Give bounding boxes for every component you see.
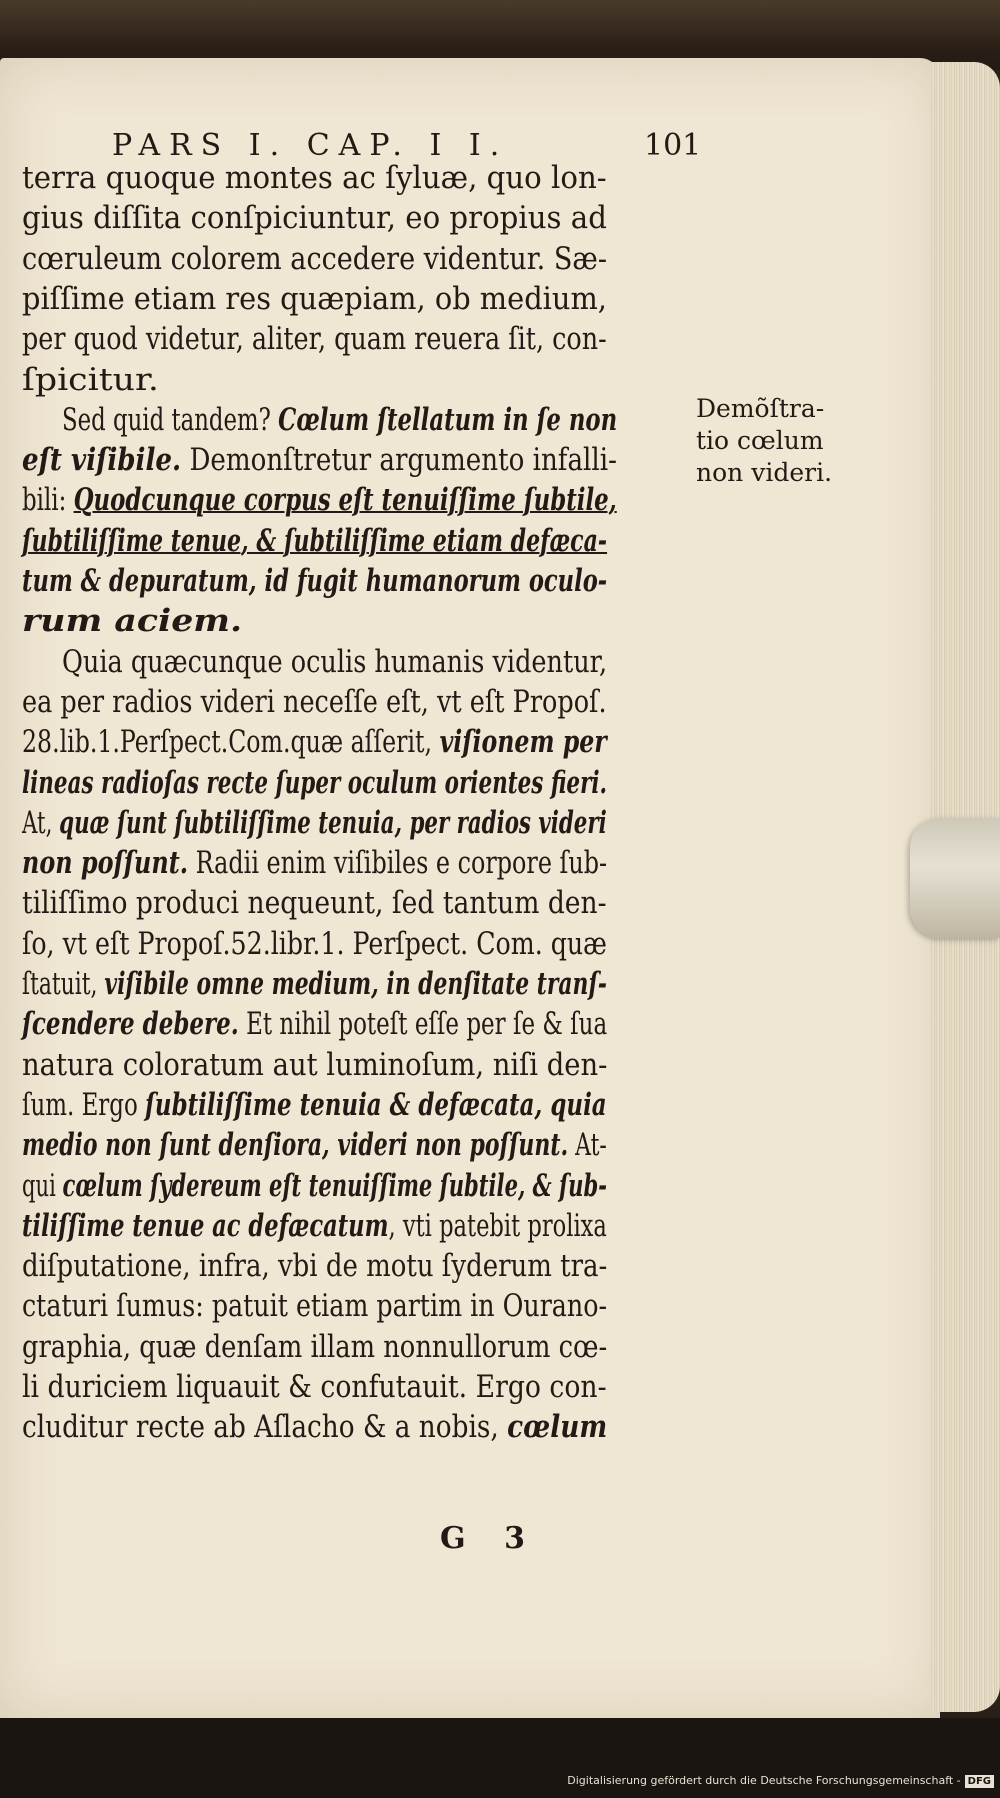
roman-text: Radii enim viſibiles e corpore ſub- bbox=[188, 845, 608, 882]
text-line bbox=[22, 1166, 607, 1206]
page-clip bbox=[910, 818, 1000, 938]
text-line bbox=[22, 1327, 607, 1367]
roman-text: At, bbox=[22, 804, 60, 841]
roman-text: , vti patebit prolixa bbox=[388, 1207, 607, 1244]
italic-text: rum aciem. bbox=[22, 603, 243, 640]
roman-text: 28.lib.1.Perſpect.Com.quæ aſſerit, bbox=[22, 724, 440, 761]
credit-text: Digitalisierung gefördert durch die Deutsche Forschungsgemeinschaft - bbox=[567, 1774, 961, 1787]
text-line bbox=[22, 561, 607, 601]
text-line bbox=[62, 400, 617, 440]
roman-text: Demonſtretur argumento infalli- bbox=[181, 442, 617, 479]
italic-text: tum & depuratum, id fugit humanorum oculo- bbox=[22, 563, 608, 599]
marginal-note-line: non videri. bbox=[696, 458, 833, 487]
text-line bbox=[22, 480, 617, 520]
text-line bbox=[22, 440, 617, 480]
text-line bbox=[22, 239, 607, 279]
roman-text: diſputatione, infra, vbi de motu ſyderum tra- bbox=[22, 1248, 608, 1285]
text-line bbox=[22, 1125, 607, 1165]
roman-text: natura coloratum aut luminoſum, niſi den- bbox=[22, 1046, 608, 1083]
roman-text: At- bbox=[568, 1127, 607, 1164]
roman-text: li duriciem liquauit & confutauit. Ergo con- bbox=[22, 1369, 607, 1405]
text-line bbox=[22, 319, 607, 359]
digitization-credit bbox=[567, 1774, 994, 1788]
italic-text: Cœlum ſtellatum in ſe non bbox=[278, 401, 618, 438]
text-line bbox=[22, 964, 607, 1004]
signature-mark: G 3 bbox=[440, 1521, 539, 1556]
roman-text: Et nihil poteſt eſſe per ſe & ſua bbox=[238, 1006, 608, 1043]
dfg-logo: DFG bbox=[965, 1775, 994, 1788]
text-line bbox=[22, 1407, 607, 1447]
roman-text: cœruleum colorem accedere videntur. Sæ- bbox=[22, 240, 608, 277]
italic-text: lineas radioſas recte ſuper oculum orientes fieri. bbox=[22, 764, 608, 801]
page-number: 101 bbox=[644, 128, 702, 163]
italic-text: quæ ſunt ſubtiliſſime tenuia, per radios videri bbox=[59, 804, 607, 841]
text-line bbox=[22, 1246, 607, 1286]
roman-text: gius diſſita conſpiciuntur, eo propius ad bbox=[22, 200, 607, 237]
roman-text: ſo, vt eſt Propoſ.52.libr.1. Perſpect. Com. quæ bbox=[22, 925, 607, 962]
text-line bbox=[22, 1004, 607, 1044]
italic-text: ſubtiliſſime tenue, & ſubtiliſſime etiam defæca- bbox=[22, 522, 608, 559]
roman-text: ctaturi ſumus: patuit etiam partim in Ourano- bbox=[22, 1288, 608, 1325]
text-line bbox=[22, 843, 607, 883]
text-line bbox=[22, 682, 607, 722]
italic-text: ſcendere debere. bbox=[22, 1006, 239, 1043]
text-line bbox=[22, 883, 607, 923]
text-line bbox=[22, 279, 607, 319]
roman-text: Quia quæcunque oculis humanis videntur, bbox=[62, 643, 608, 680]
text-line bbox=[22, 1085, 607, 1125]
running-title: PARS I. CAP. I I. bbox=[112, 128, 509, 163]
text-line bbox=[22, 722, 607, 762]
italic-text: viſionem per bbox=[439, 724, 607, 761]
text-line bbox=[22, 1367, 607, 1407]
italic-text: cœlum ſydereum eſt tenuiſſime ſubtile, & ſub- bbox=[62, 1167, 607, 1204]
italic-text: cœlum bbox=[507, 1409, 608, 1446]
roman-text: cluditur recte ab Aſlacho & a nobis, bbox=[22, 1409, 508, 1446]
text-line bbox=[22, 601, 242, 641]
text-line bbox=[22, 360, 159, 400]
text-line bbox=[22, 521, 607, 561]
roman-text: qui bbox=[22, 1167, 63, 1204]
text-line bbox=[22, 1206, 607, 1246]
text-line bbox=[22, 1286, 607, 1326]
text-line bbox=[22, 198, 607, 238]
italic-text: ſubtiliſſime tenuia & defæcata, quia bbox=[145, 1086, 607, 1123]
italic-text: Quodcunque corpus eſt tenuiſſime ſubtile, bbox=[73, 482, 617, 519]
roman-text: ſum. Ergo bbox=[22, 1086, 146, 1123]
roman-text: tiliſſimo produci nequeunt, ſed tantum den- bbox=[22, 885, 607, 922]
text-line bbox=[22, 763, 607, 803]
italic-text: non poſſunt. bbox=[22, 845, 189, 882]
text-line bbox=[22, 158, 607, 198]
italic-text: eſt viſibile. bbox=[22, 442, 182, 479]
italic-text: medio non ſunt denſiora, videri non poſſunt. bbox=[22, 1127, 569, 1164]
roman-text: piſſime etiam res quæpiam, ob medium, bbox=[22, 280, 607, 317]
roman-text: per quod videtur, aliter, quam reuera ſit, con- bbox=[22, 321, 607, 358]
text-line bbox=[22, 924, 607, 964]
roman-text: terra quoque montes ac ſyluæ, quo lon- bbox=[22, 160, 607, 196]
roman-text: ſtatuit, bbox=[22, 966, 105, 1002]
text-line bbox=[22, 1045, 607, 1085]
text-line bbox=[22, 803, 607, 843]
marginal-note-line: Demõſtra- bbox=[696, 394, 825, 423]
text-line bbox=[62, 642, 607, 682]
roman-text: ea per radios videri neceſſe eſt, vt eſt Propoſ. bbox=[22, 683, 607, 720]
italic-text: tiliſſime tenue ac defæcatum bbox=[22, 1207, 389, 1244]
roman-text: bili: bbox=[22, 482, 74, 519]
roman-text: graphia, quæ denſam illam nonnullorum cœ- bbox=[22, 1328, 608, 1365]
roman-text: Sed quid tandem? bbox=[62, 401, 279, 438]
roman-text: ſpicitur. bbox=[22, 361, 159, 398]
marginal-note-line: tio cœlum bbox=[696, 426, 824, 455]
italic-text: viſibile omne medium, in denſitate tranſ- bbox=[104, 966, 607, 1002]
